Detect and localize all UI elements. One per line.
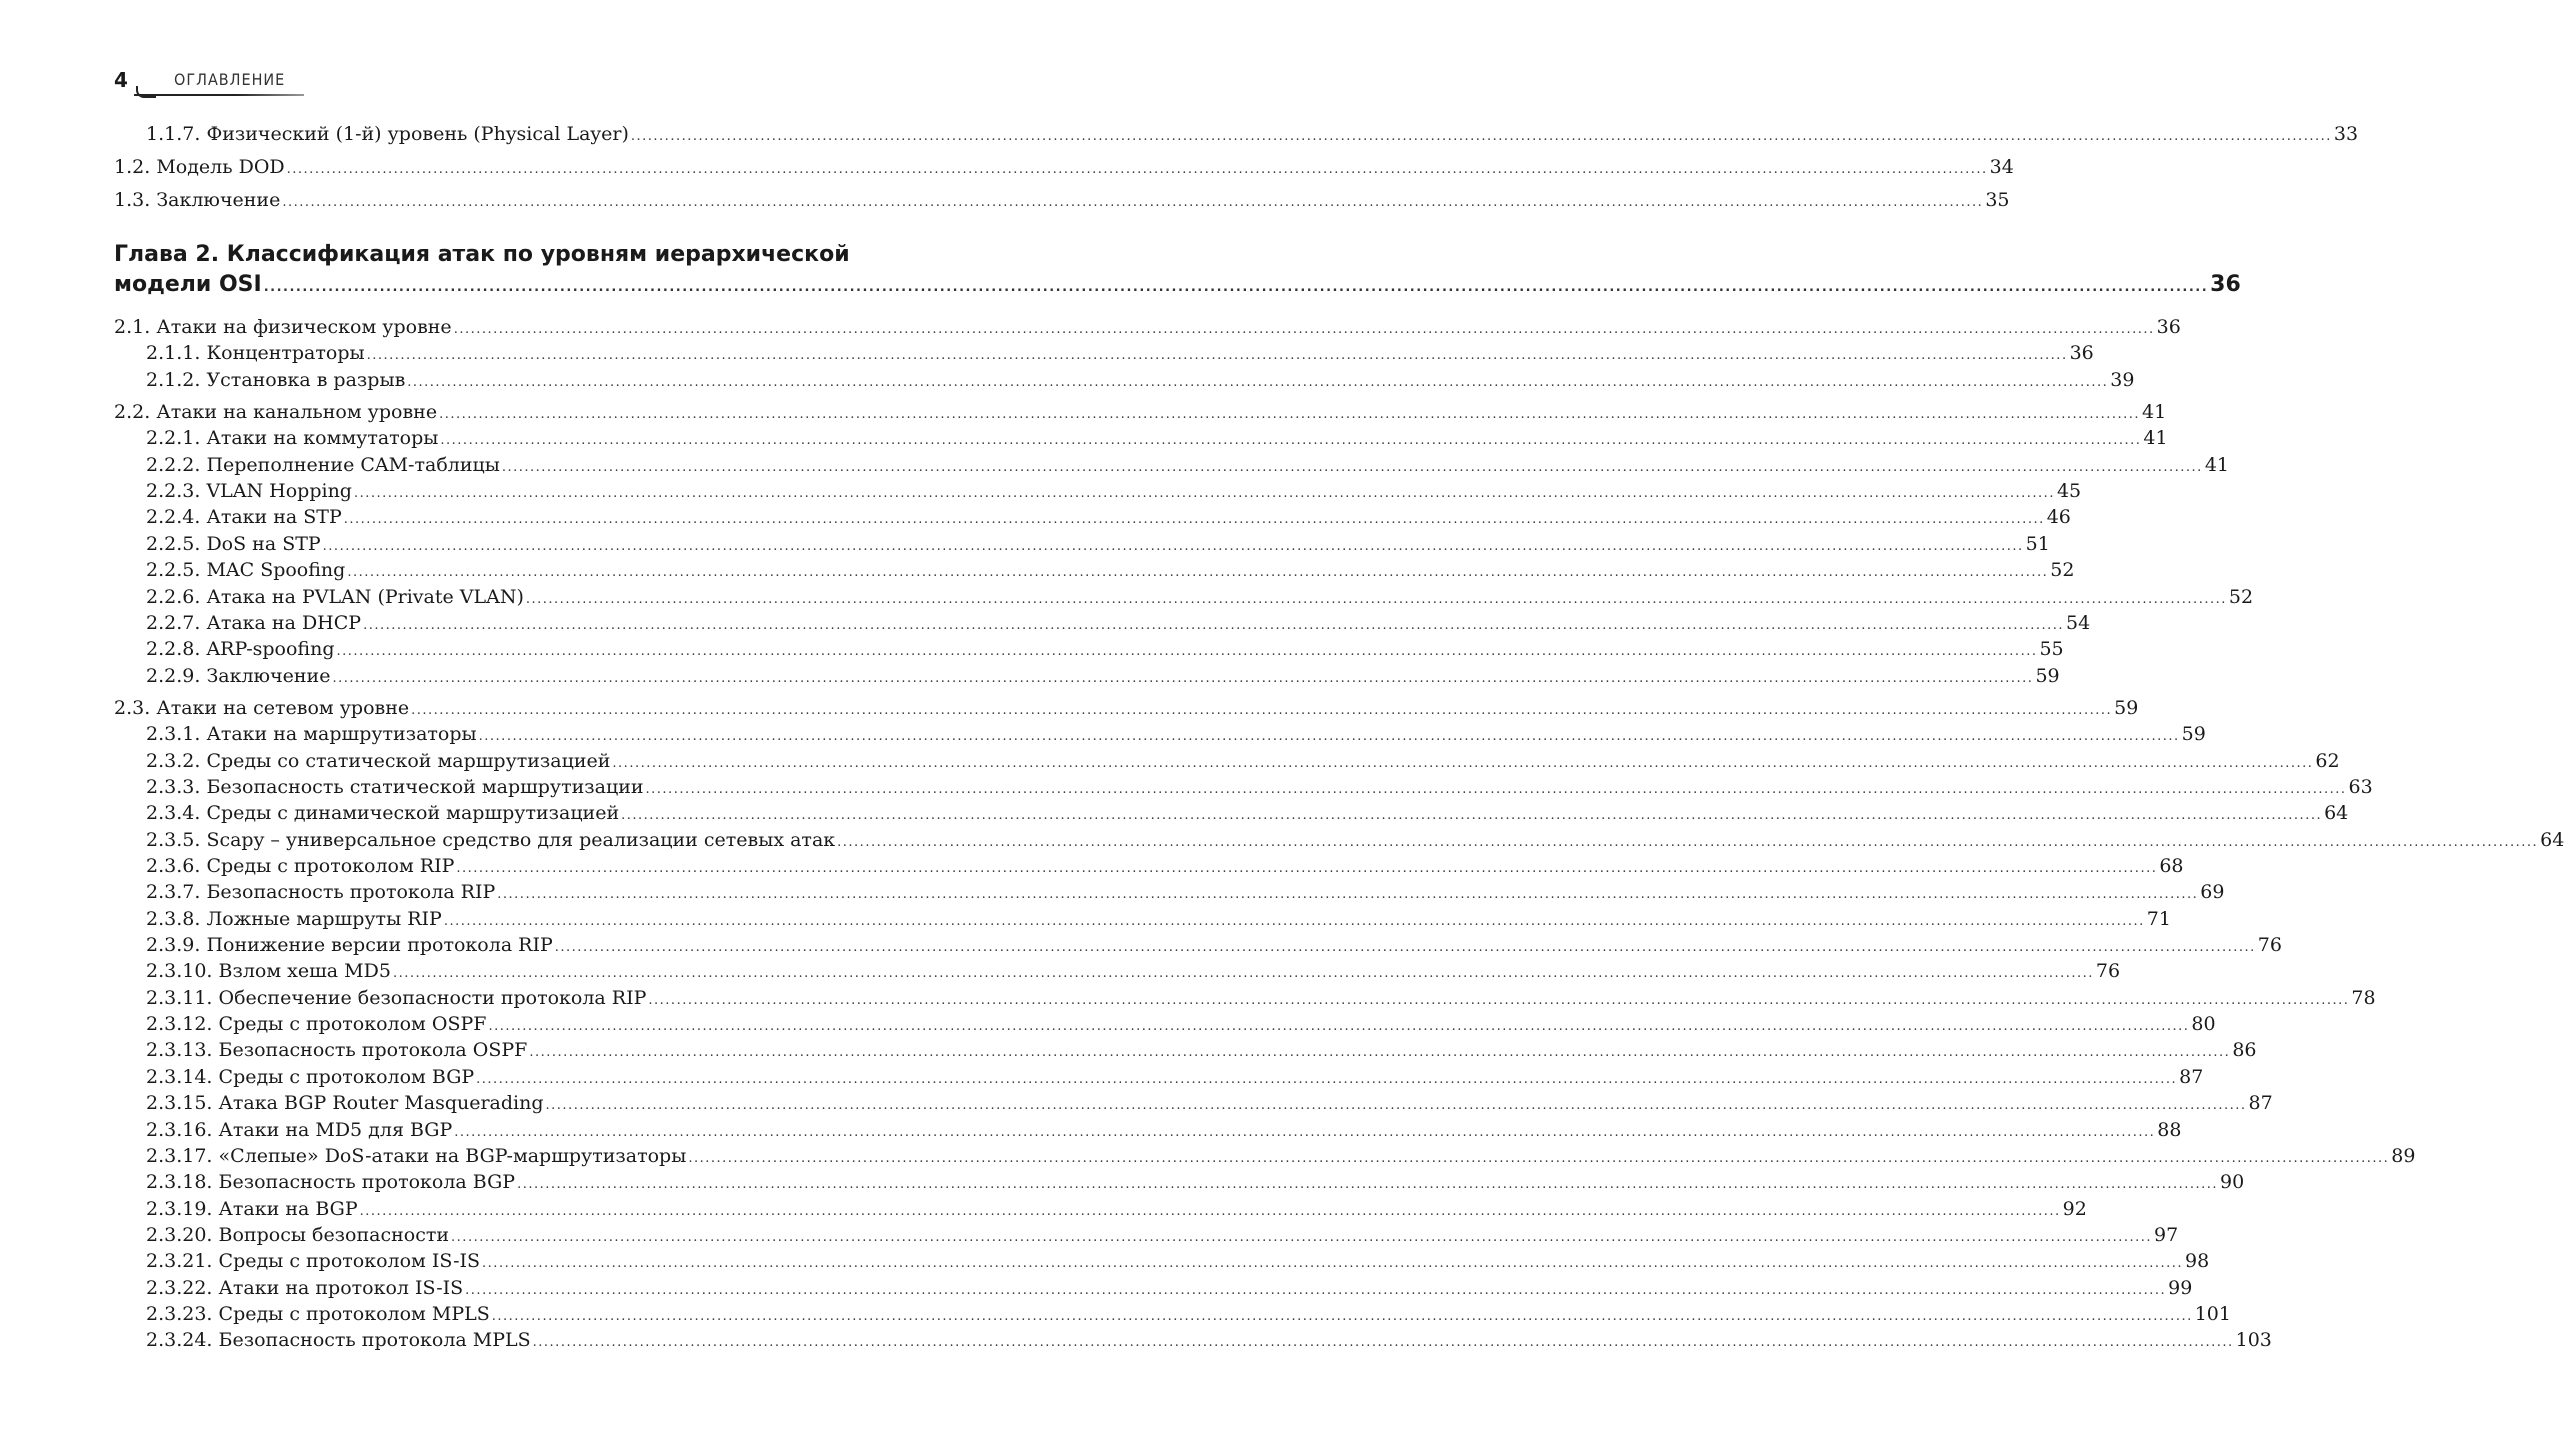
toc-entry[interactable] <box>0 776 2373 801</box>
toc-entry-title: ARP-spoofing <box>206 638 335 660</box>
toc-entry[interactable] <box>0 427 2168 452</box>
toc-entry[interactable] <box>0 612 2091 637</box>
toc-entry-label <box>146 123 629 145</box>
toc-entry[interactable] <box>0 960 2121 985</box>
running-header <box>114 66 304 102</box>
toc-entry-title: Безопасность протокола RIP <box>206 881 496 903</box>
toc-entry-title: Атака на PVLAN (Private VLAN) <box>206 586 524 608</box>
toc-entry-number: 2.1.1. <box>146 342 201 364</box>
toc-entry-page-number: 52 <box>2050 559 2075 581</box>
toc-entry-page-number: 46 <box>2046 506 2071 528</box>
toc-entry[interactable] <box>0 454 2229 479</box>
leader-dots: .............................................................................................................................................................................................................................................................................................................. <box>347 565 2049 580</box>
toc-entry-title: Заключение <box>206 665 331 687</box>
leader-dots: .............................................................................................................................................................................................................................................................................................................. <box>363 618 2065 633</box>
leader-dots: .............................................................................................................................................................................................................................................................................................................. <box>286 162 1988 177</box>
toc-entry-page-number: 41 <box>2204 454 2229 476</box>
page-number: 4 <box>114 68 128 92</box>
leader-dots: .............................................................................................................................................................................................................................................................................................................. <box>282 195 1984 210</box>
toc-entry-title: DoS на STP <box>206 533 321 555</box>
toc-entry-number: 2.2.2. <box>146 454 201 476</box>
toc-entry-page-number: 64 <box>2540 829 2564 851</box>
leader-dots: .............................................................................................................................................................................................................................................................................................................. <box>478 729 2180 744</box>
toc-entry[interactable] <box>0 1250 2210 1275</box>
toc-entry-label <box>146 855 454 877</box>
toc-entry-label <box>146 723 477 745</box>
toc-entry[interactable] <box>0 559 2075 584</box>
toc-entry-label <box>146 665 330 687</box>
toc-entry-page-number: 97 <box>2154 1224 2179 1246</box>
chapter-title-line2: модели OSI <box>114 272 262 297</box>
toc-entry-label <box>146 1329 531 1351</box>
header-rule <box>134 94 304 96</box>
toc-entry[interactable] <box>0 123 2359 148</box>
toc-entry[interactable] <box>0 1198 2087 1223</box>
leader-dots: .............................................................................................................................................................................................................................................................................................................. <box>366 348 2068 363</box>
toc-entry-label <box>146 776 644 798</box>
toc-entry-number: 2.2.4. <box>146 506 201 528</box>
toc-entry-page-number: 69 <box>2200 881 2225 903</box>
toc-entry-label <box>146 533 321 555</box>
leader-dots: .............................................................................................................................................................................................................................................................................................................. <box>482 1256 2184 1271</box>
toc-entry-title: Безопасность протокола MPLS <box>218 1329 531 1351</box>
toc-entry-number: 2.3.20. <box>146 1224 213 1246</box>
toc-entry[interactable] <box>0 908 2171 933</box>
toc-entry-number: 2.2. <box>114 401 151 423</box>
toc-entry-label <box>146 454 500 476</box>
toc-entry-page-number: 63 <box>2348 776 2373 798</box>
toc-entry-label <box>146 750 610 772</box>
toc-entry-page-number: 33 <box>2333 123 2359 145</box>
toc-entry-page-number: 59 <box>2114 697 2139 719</box>
leader-dots: .............................................................................................................................................................................................................................................................................................................. <box>353 486 2055 501</box>
toc-entry-number: 2.3.11. <box>146 987 213 1009</box>
leader-dots: .............................................................................................................................................................................................................................................................................................................. <box>451 1230 2153 1245</box>
toc-entry-page-number: 90 <box>2220 1171 2245 1193</box>
toc-entry-label <box>146 559 345 581</box>
toc-entry-title: Безопасность протокола OSPF <box>218 1039 528 1061</box>
toc-entry-page-number: 80 <box>2191 1013 2216 1035</box>
leader-dots: .............................................................................................................................................................................................................................................................................................................. <box>440 433 2142 448</box>
toc-entry-title: Атаки на сетевом уровне <box>156 697 410 719</box>
leader-dots: .............................................................................................................................................................................................................................................................................................................. <box>501 460 2203 475</box>
leader-dots: .............................................................................................................................................................................................................................................................................................................. <box>392 966 2094 981</box>
toc-entry-title: Понижение версии протокола RIP <box>206 934 553 956</box>
leader-dots: .............................................................................................................................................................................................................................................................................................................. <box>645 782 2347 797</box>
toc-entry-label <box>146 1224 449 1246</box>
toc-entry[interactable] <box>0 586 2254 611</box>
toc-entry[interactable] <box>0 802 2349 827</box>
toc-entry-number: 2.3.18. <box>146 1171 213 1193</box>
toc-entry-title: Атаки на BGP <box>218 1198 358 1220</box>
toc-entry-label <box>146 1250 480 1272</box>
toc-entry[interactable] <box>0 1329 2272 1354</box>
toc-entry-label <box>114 697 409 719</box>
toc-entry-number: 2.2.9. <box>146 665 201 687</box>
toc-entry-page-number: 78 <box>2351 987 2376 1009</box>
toc-entry-label <box>146 586 524 608</box>
toc-entry-page-number: 45 <box>2056 480 2082 502</box>
toc-entry-page-number: 64 <box>2324 802 2349 824</box>
toc-entry-label <box>114 189 280 211</box>
toc-entry-title: Scapy – универсальное средство для реализации сетевых атак <box>206 829 836 851</box>
toc-entry[interactable] <box>0 1013 2216 1038</box>
toc-entry-page-number: 87 <box>2248 1092 2273 1114</box>
leader-dots: .............................................................................................................................................................................................................................................................................................................. <box>359 1204 2061 1219</box>
toc-entry-number: 2.3.24. <box>146 1329 213 1351</box>
toc-entry-page-number: 89 <box>2391 1145 2416 1167</box>
header-section-title: ОГЛАВЛЕНИЕ <box>174 70 286 89</box>
toc-entry-number: 2.3.2. <box>146 750 201 772</box>
toc-entry-label <box>146 1145 686 1167</box>
toc-entry[interactable] <box>0 401 2167 426</box>
toc-entry-number: 1.2. <box>114 156 151 178</box>
toc-entry-page-number: 92 <box>2062 1198 2087 1220</box>
chapter-heading-row[interactable] <box>0 270 2241 303</box>
toc-entry-title: MAC Spoofing <box>206 559 346 581</box>
toc-entry[interactable] <box>0 934 2282 959</box>
toc-entry-number: 2.3.10. <box>146 960 213 982</box>
toc-entry-number: 2.2.8. <box>146 638 201 660</box>
toc-entry-number: 2.3.17. <box>146 1145 213 1167</box>
toc-entry-title: Атаки на MD5 для BGP <box>218 1119 453 1141</box>
toc-entry-number: 1.3. <box>114 189 151 211</box>
toc-entry-label <box>146 369 405 391</box>
leader-dots: .............................................................................................................................................................................................................................................................................................................. <box>336 644 2038 659</box>
toc-entry-title: Установка в разрыв <box>206 369 406 391</box>
leader-dots: .............................................................................................................................................................................................................................................................................................................. <box>453 322 2155 337</box>
toc-entry-page-number: 55 <box>2039 638 2064 660</box>
leader-dots: .............................................................................................................................................................................................................................................................................................................. <box>545 1098 2247 1113</box>
leader-dots: .............................................................................................................................................................................................................................................................................................................. <box>322 539 2024 554</box>
leader-dots: .............................................................................................................................................................................................................................................................................................................. <box>456 861 2158 876</box>
toc-entry-label <box>146 427 438 449</box>
toc-entry[interactable] <box>0 1224 2179 1249</box>
toc-entry-title: Среды со статической маршрутизацией <box>206 750 611 772</box>
chapter-page-number: 36 <box>2210 272 2241 297</box>
toc-entry[interactable] <box>0 506 2071 531</box>
toc-entry[interactable] <box>0 1119 2182 1144</box>
toc-entry-page-number: 59 <box>2035 665 2060 687</box>
toc-entry-label <box>146 638 335 660</box>
toc-entry[interactable] <box>0 1039 2257 1064</box>
toc-entry-label <box>146 506 342 528</box>
chapter-title-line1: Глава 2. Классификация атак по уровням иерархической <box>114 242 850 267</box>
toc-entry-page-number: 76 <box>2095 960 2121 982</box>
toc-entry-page-number: 41 <box>2142 401 2167 423</box>
toc-entry-number: 1.1.7. <box>146 123 201 145</box>
toc-entry-label <box>146 908 442 930</box>
toc-entry[interactable] <box>0 1145 2416 1170</box>
toc-entry-number: 2.3.14. <box>146 1066 213 1088</box>
toc-entry-title: Атаки на маршрутизаторы <box>206 723 477 745</box>
toc-entry-title: Среды с протоколом BGP <box>218 1066 475 1088</box>
leader-dots: .............................................................................................................................................................................................................................................................................................................. <box>630 129 2332 144</box>
leader-dots: .............................................................................................................................................................................................................................................................................................................. <box>621 808 2323 823</box>
toc-entry-title: Взлом хеша MD5 <box>218 960 391 982</box>
leader-dots: .............................................................................................................................................................................................................................................................................................................. <box>688 1151 2390 1166</box>
leader-dots: .............................................................................................................................................................................................................................................................................................................. <box>454 1125 2156 1140</box>
toc-entry-number: 2.2.5. <box>146 533 201 555</box>
toc-entry-page-number: 36 <box>2156 316 2181 338</box>
toc-entry-number: 2.3.3. <box>146 776 201 798</box>
toc-entry[interactable] <box>0 1092 2273 1117</box>
toc-entry-page-number: 54 <box>2066 612 2091 634</box>
leader-dots: .............................................................................................................................................................................................................................................................................................................. <box>443 914 2145 929</box>
toc-entry[interactable] <box>0 855 2184 880</box>
toc-entry[interactable] <box>0 1171 2245 1196</box>
toc-entry-label <box>146 1119 452 1141</box>
toc-entry[interactable] <box>0 1066 2204 1091</box>
toc-entry-label <box>114 401 437 423</box>
toc-entry[interactable] <box>0 697 2139 722</box>
toc-entry-number: 2.3.9. <box>146 934 201 956</box>
toc-entry-number: 2.3.5. <box>146 829 201 851</box>
toc-entry-page-number: 36 <box>2069 342 2094 364</box>
toc-entry-number: 2.2.3. <box>146 480 201 502</box>
leader-dots: .............................................................................................................................................................................................................................................................................................................. <box>517 1177 2219 1192</box>
toc-entry[interactable] <box>0 829 2564 854</box>
toc-entry-title: Переполнение CAM-таблицы <box>206 454 500 476</box>
toc-entry-page-number: 52 <box>2228 586 2254 608</box>
toc-entry-title: Атаки на канальном уровне <box>156 401 438 423</box>
toc-entry-page-number: 62 <box>2315 750 2340 772</box>
toc-entry-page-number: 41 <box>2143 427 2168 449</box>
toc-entry-title: Атаки на коммутаторы <box>206 427 439 449</box>
leader-dots: .............................................................................................................................................................................................................................................................................................................. <box>263 280 2209 295</box>
toc-entry-number: 2.3.1. <box>146 723 201 745</box>
toc-entry[interactable] <box>0 316 2181 341</box>
toc-entry[interactable] <box>0 156 2014 181</box>
toc-entry-label <box>146 960 391 982</box>
toc-entry-page-number: 59 <box>2181 723 2206 745</box>
toc-entry-label <box>114 156 285 178</box>
toc-entry[interactable] <box>0 987 2376 1012</box>
leader-dots: .............................................................................................................................................................................................................................................................................................................. <box>497 887 2199 902</box>
toc-entry-label <box>146 612 361 634</box>
toc-entry-number: 2.2.7. <box>146 612 201 634</box>
toc-entry[interactable] <box>0 750 2340 775</box>
leader-dots: .............................................................................................................................................................................................................................................................................................................. <box>411 703 2113 718</box>
leader-dots: .............................................................................................................................................................................................................................................................................................................. <box>648 993 2350 1008</box>
toc-entry-label <box>146 1013 486 1035</box>
toc-entry[interactable] <box>0 723 2206 748</box>
leader-dots: .............................................................................................................................................................................................................................................................................................................. <box>488 1019 2190 1034</box>
leader-dots: .............................................................................................................................................................................................................................................................................................................. <box>837 835 2539 850</box>
toc-entry[interactable] <box>0 638 2064 663</box>
toc-entry-number: 2.3.12. <box>146 1013 213 1035</box>
toc-entry-page-number: 103 <box>2235 1329 2272 1351</box>
toc-entry-number: 2.3.8. <box>146 908 201 930</box>
toc-entry-page-number: 71 <box>2146 908 2171 930</box>
toc-entry[interactable] <box>0 369 2135 394</box>
leader-dots: .............................................................................................................................................................................................................................................................................................................. <box>525 592 2227 607</box>
toc-entry[interactable] <box>0 665 2060 690</box>
leader-dots: .............................................................................................................................................................................................................................................................................................................. <box>343 512 2045 527</box>
leader-dots: .............................................................................................................................................................................................................................................................................................................. <box>439 407 2141 422</box>
toc-entry-title: Среды с протоколом MPLS <box>218 1303 490 1325</box>
toc-entry-number: 2.1. <box>114 316 151 338</box>
toc-entry-title: Атаки на протокол IS-IS <box>218 1277 464 1299</box>
toc-entry-number: 2.3.21. <box>146 1250 213 1272</box>
toc-entry[interactable] <box>0 1277 2193 1302</box>
toc-entry-page-number: 39 <box>2110 369 2135 391</box>
toc-entry-title: «Слепые» DoS-атаки на BGP-маршрутизаторы <box>218 1145 687 1167</box>
toc-entry-title: Обеспечение безопасности протокола RIP <box>218 987 647 1009</box>
toc-entry-title: Безопасность статической маршрутизации <box>206 776 644 798</box>
toc-entry-title: VLAN Hopping <box>206 480 352 502</box>
leader-dots: .............................................................................................................................................................................................................................................................................................................. <box>532 1335 2234 1350</box>
toc-entry[interactable] <box>0 480 2082 505</box>
toc-entry-number: 2.3.19. <box>146 1198 213 1220</box>
toc-entry-page-number: 98 <box>2185 1250 2210 1272</box>
toc-entry-title: Атака на DHCP <box>206 612 362 634</box>
toc-entry-title: Атака BGP Router Masquerading <box>218 1092 544 1114</box>
toc-entry-title: Заключение <box>156 189 281 211</box>
leader-dots: .............................................................................................................................................................................................................................................................................................................. <box>476 1072 2178 1087</box>
toc-entry-page-number: 35 <box>1985 189 2010 211</box>
toc-entry-number: 2.3.15. <box>146 1092 213 1114</box>
toc-entry-title: Атаки на STP <box>206 506 342 528</box>
toc-entry-page-number: 88 <box>2157 1119 2182 1141</box>
toc-entry-label <box>146 1092 544 1114</box>
toc-entry-number: 2.3.22. <box>146 1277 213 1299</box>
toc-entry-page-number: 86 <box>2232 1039 2257 1061</box>
toc-entry-title: Физический (1-й) уровень (Physical Layer) <box>206 123 629 145</box>
toc-entry-label <box>146 829 835 851</box>
toc-entry-number: 2.3. <box>114 697 151 719</box>
toc-entry-label <box>146 934 553 956</box>
toc-entry-page-number: 87 <box>2179 1066 2204 1088</box>
toc-entry[interactable] <box>0 1303 2231 1328</box>
toc-entry-number: 2.2.6. <box>146 586 201 608</box>
toc-entry-label <box>146 1066 474 1088</box>
leader-dots: .............................................................................................................................................................................................................................................................................................................. <box>554 940 2256 955</box>
toc-entry-number: 2.3.6. <box>146 855 201 877</box>
toc-entry-label <box>146 987 646 1009</box>
toc-entry-page-number: 34 <box>1989 156 2014 178</box>
toc-entry-title: Концентраторы <box>206 342 365 364</box>
toc-entry-label <box>146 480 352 502</box>
toc-entry-title: Вопросы безопасности <box>218 1224 450 1246</box>
header-ornament <box>136 86 156 98</box>
toc-entry-page-number: 99 <box>2168 1277 2193 1299</box>
toc-entry-label <box>114 316 452 338</box>
toc-entry-label <box>146 342 365 364</box>
toc-entry-title: Атаки на физическом уровне <box>156 316 452 338</box>
leader-dots: .............................................................................................................................................................................................................................................................................................................. <box>491 1309 2193 1324</box>
toc-entry[interactable] <box>0 881 2225 906</box>
toc-entry-number: 2.3.4. <box>146 802 201 824</box>
toc-entry-label <box>146 1039 527 1061</box>
leader-dots: .............................................................................................................................................................................................................................................................................................................. <box>529 1045 2231 1060</box>
leader-dots: .............................................................................................................................................................................................................................................................................................................. <box>407 375 2109 390</box>
toc-entry-page-number: 68 <box>2159 855 2184 877</box>
toc-entry-title: Модель DOD <box>156 156 285 178</box>
toc-entry-title: Безопасность протокола BGP <box>218 1171 516 1193</box>
toc-entry-number: 2.2.1. <box>146 427 201 449</box>
toc-entry[interactable] <box>0 533 2050 558</box>
toc-entry-title: Среды с протоколом IS-IS <box>218 1250 481 1272</box>
toc-entry-page-number: 101 <box>2194 1303 2231 1325</box>
toc-entry-title: Среды с динамической маршрутизацией <box>206 802 620 824</box>
toc-entry-label <box>146 881 495 903</box>
toc-entry-label <box>146 1277 463 1299</box>
toc-entry-title: Среды с протоколом OSPF <box>218 1013 487 1035</box>
leader-dots: .............................................................................................................................................................................................................................................................................................................. <box>465 1283 2167 1298</box>
toc-entry-label <box>146 1171 515 1193</box>
toc-entry-number: 2.2.5. <box>146 559 201 581</box>
toc-entry-page-number: 51 <box>2025 533 2050 555</box>
toc-entry[interactable] <box>0 342 2094 367</box>
toc-entry-page-number: 76 <box>2257 934 2282 956</box>
toc-entry-label <box>146 802 619 824</box>
toc-entry-title: Среды с протоколом RIP <box>206 855 455 877</box>
leader-dots: .............................................................................................................................................................................................................................................................................................................. <box>612 756 2314 771</box>
toc-entry-number: 2.3.23. <box>146 1303 213 1325</box>
toc-entry-number: 2.3.7. <box>146 881 201 903</box>
toc-entry-number: 2.1.2. <box>146 369 201 391</box>
toc-entry-label <box>146 1303 490 1325</box>
toc-entry-number: 2.3.16. <box>146 1119 213 1141</box>
toc-entry-title: Ложные маршруты RIP <box>206 908 442 930</box>
leader-dots: .............................................................................................................................................................................................................................................................................................................. <box>332 671 2034 686</box>
toc-entry-label <box>146 1198 358 1220</box>
toc-entry-number: 2.3.13. <box>146 1039 213 1061</box>
toc-entry[interactable] <box>0 189 2010 214</box>
